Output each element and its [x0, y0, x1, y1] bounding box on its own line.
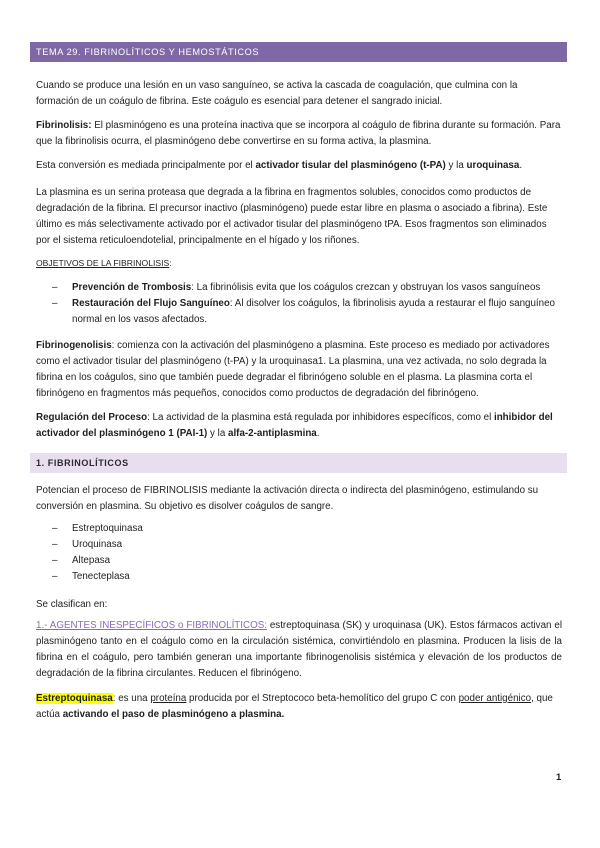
antiplasmina-term: alfa-2-antiplasmina [228, 428, 317, 439]
estreptoquinasa-action: activando el paso de plasminógeno a plasmina. [62, 709, 285, 720]
list-item [52, 553, 562, 569]
dash-bullet-icon: – [52, 298, 58, 309]
conversion-end: . [519, 160, 523, 171]
section-title: 1. FIBRINOLÍTICOS [36, 458, 129, 468]
pai1-term: inhibidor del activador del plasminógeno 1 (PAI-1) [36, 412, 553, 439]
inespecificos-paragraph [36, 618, 562, 682]
dash-bullet-icon: – [52, 539, 58, 550]
drug-name: Uroquinasa [72, 539, 123, 550]
objetivos-colon: : [169, 258, 172, 268]
estreptoquinasa-label: Estreptoquinasa [36, 693, 113, 704]
estreptoquinasa-text-3: , que actúa [36, 693, 553, 720]
estreptoquinasa-paragraph [36, 691, 562, 723]
objetivos-heading [36, 258, 172, 268]
drug-name: Altepasa [72, 555, 111, 566]
objetivo-text: : La fibrinólisis evita que los coágulos crezcan y obstruyan los vasos sanguíneos [191, 282, 541, 293]
conversion-paragraph [36, 158, 562, 174]
regulacion-paragraph [36, 410, 562, 442]
uroquinasa-term: uroquinasa [466, 160, 520, 171]
dash-bullet-icon: – [52, 282, 58, 293]
objetivo-label: Restauración del Flujo Sanguíneo [72, 298, 230, 309]
objetivo-text: : Al disolver los coágulos, la fibrinolisis ayuda a restaurar el flujo sanguíneo normal en los vasos afectados. [72, 298, 555, 325]
intro-paragraph: Cuando se produce una lesión en un vaso sanguíneo, se activa la cascada de coagulación, que culmina con la formación de un coágulo de fibrina. Este coágulo es esencial para detener el sangrado inicial. [36, 80, 518, 107]
list-item [52, 521, 562, 537]
potencian-paragraph: Potencian el proceso de FIBRINOLISIS mediante la activación directa o indirecta del plasminógeno, estimulando su conversión en plasmina. Su objetivo es disolver coágulos de sangre. [36, 485, 539, 512]
dash-bullet-icon: – [52, 555, 58, 566]
page-number: 1 [556, 772, 562, 783]
fibrinolisis-label: Fibrinolisis: [36, 120, 92, 131]
fibrinogenolisis-paragraph [36, 338, 562, 402]
list-item [52, 537, 562, 553]
list-item [52, 296, 562, 328]
drug-name: Tenecteplasa [72, 571, 130, 582]
regulacion-connector: y la [207, 428, 229, 439]
dash-bullet-icon: – [52, 571, 58, 582]
fibrinogenolisis-text: : comienza con la activación del plasminógeno a plasmina. Este proceso es mediado por activadores como el activador tisular del plasminógeno (t-PA) y la uroquinasa1. La plasmina, una vez activada, no solo degrada la fibrina en los coágulos, sino que también puede degradar el fibrinógeno soluble en el plasma. La plasmina corta el fibrinógeno en fragmentos más pequeños, conocidos como productos de degradación del fibrinógeno. [36, 340, 550, 399]
regulacion-text: : La actividad de la plasmina está regulada por inhibidores específicos, como el [147, 412, 494, 423]
regulacion-label: Regulación del Proceso [36, 412, 148, 423]
fibrinogenolisis-label: Fibrinogenolisis [36, 340, 112, 351]
estreptoquinasa-text: : es una [112, 693, 151, 704]
conversion-connector: y la [445, 160, 467, 171]
poder-antigenico-term: poder antigénico [458, 693, 532, 704]
dash-bullet-icon: – [52, 523, 58, 534]
clasifican-paragraph: Se clasifican en: [36, 599, 108, 610]
drug-list [52, 521, 562, 585]
tpa-term: activador tisular del plasminógeno (t-PA) [255, 160, 446, 171]
conversion-text: Esta conversión es mediada principalmente por el [36, 160, 256, 171]
estreptoquinasa-text-2: producida por el Streptococo beta-hemolítico del grupo C con [186, 693, 459, 704]
section-header [30, 453, 567, 473]
chapter-title-banner [30, 42, 567, 62]
fibrinolisis-paragraph [36, 118, 562, 150]
inespecificos-label: 1.- AGENTES INESPECÍFICOS o FIBRINOLÍTICOS: [36, 620, 267, 631]
chapter-title: TEMA 29. FIBRINOLÍTICOS Y HEMOSTÁTICOS [36, 47, 260, 57]
fibrinolisis-text: El plasminógeno es una proteína inactiva que se incorpora al coágulo de fibrina durante su formación. Para que la fibrinolisis ocurra, el plasminógeno debe convertirse en su forma activa, la plasmina. [36, 120, 561, 147]
objetivo-label: Prevención de Trombosis [72, 282, 192, 293]
objetivos-heading-text: OBJETIVOS DE LA FIBRINOLISIS [36, 258, 170, 268]
regulacion-end: . [316, 428, 320, 439]
proteina-term: proteína [150, 693, 187, 704]
drug-name: Estreptoquinasa [72, 523, 143, 534]
list-item [52, 280, 562, 296]
objetivos-list [52, 280, 562, 328]
inespecificos-text: estreptoquinasa (SK) y uroquinasa (UK). Estos fármacos activan el plasminógeno tanto en el coágulo como en la circulación sistémica, convirtiéndolo en plasmina. Producen la lisis de la fibrina en el coágulo, pero también generan una importante fibrinogenolisis sistémica y elevación de los productos de degradación de la fibrina circulantes. Reducen el fibrinógeno. [36, 620, 562, 679]
list-item [52, 569, 562, 585]
plasmina-paragraph: La plasmina es un serina proteasa que degrada a la fibrina en fragmentos solubles, conocidos como productos de degradación de la fibrina. El precursor inactivo (plasminógeno) puede estar libre en plasma o asociado a fibrina). Este último es más selectivamente activado por el activador tisular del plasminógeno tPA. Esos fragmentos son eliminados por el sistema reticuloendotelial, principalmente en el hígado y los riñones. [36, 187, 548, 246]
